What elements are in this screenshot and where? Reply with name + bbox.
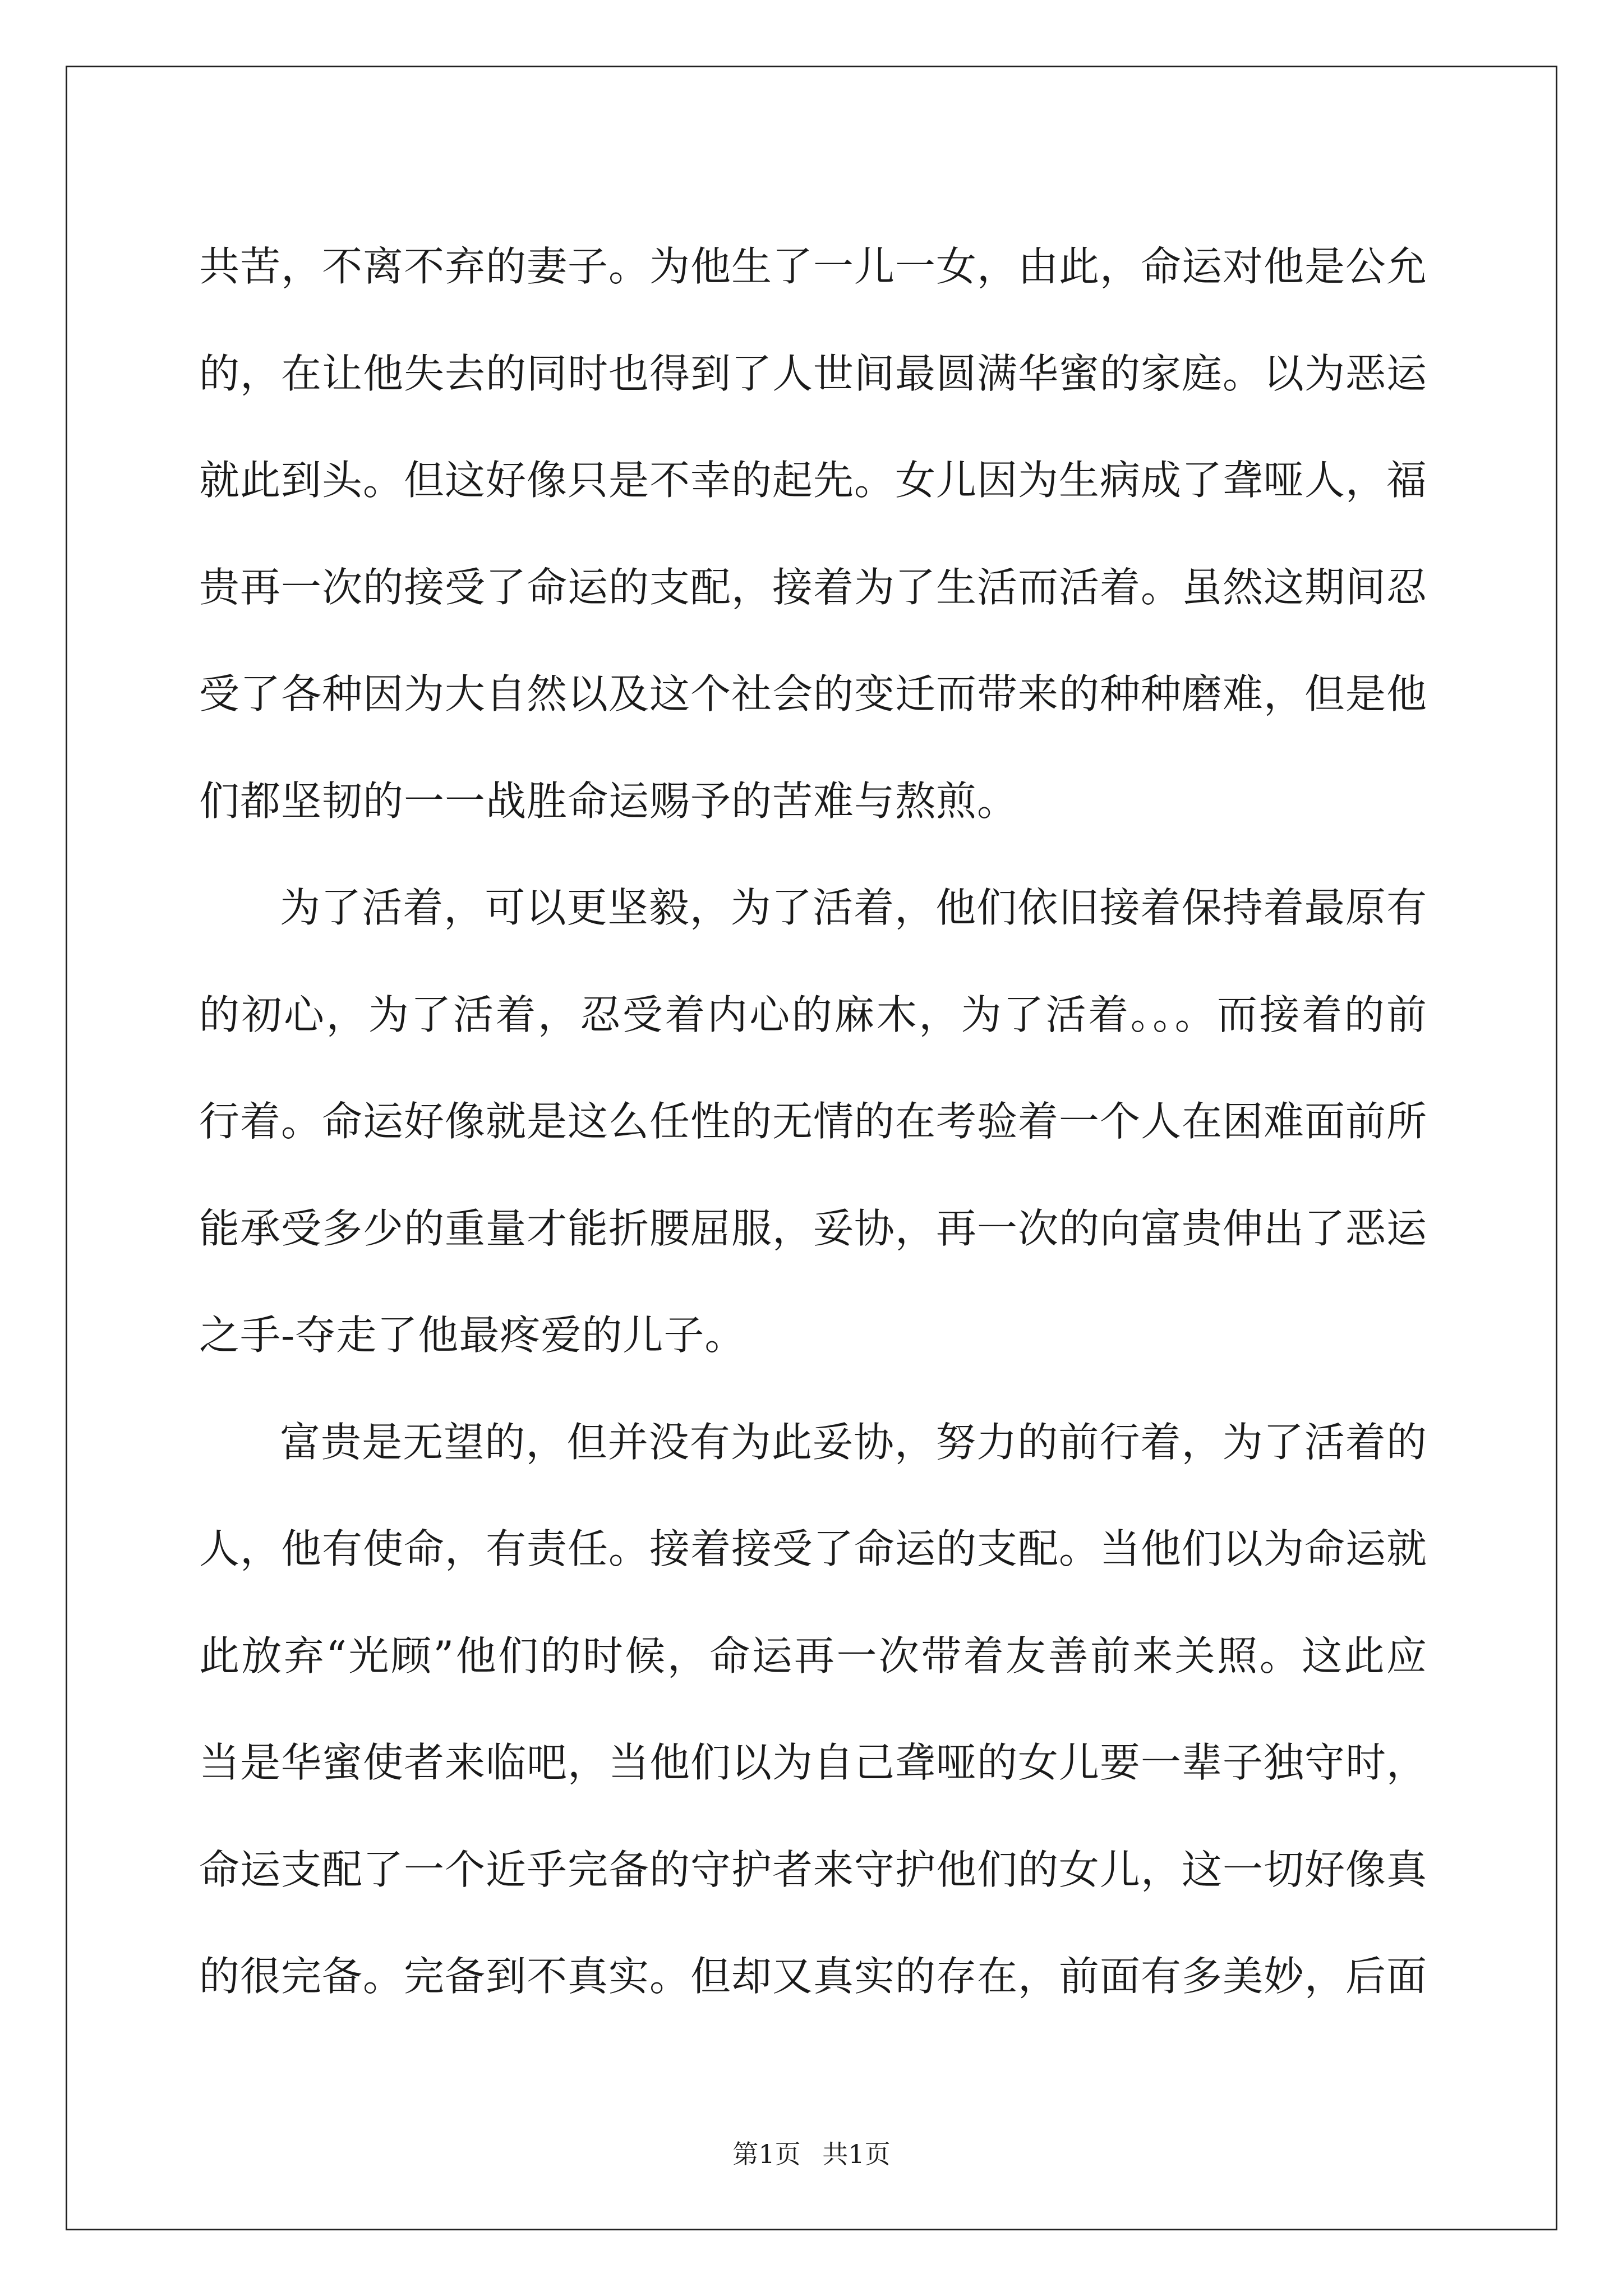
- paragraph-1: 共苦，不离不弃的妻子。为他生了一儿一女，由此，命运对他是公允的，在让他失去的同时也得到了人世间最圆满华蜜的家庭。以为恶运就此到头。但这好像只是不幸的起先。女儿因为生病成了聋哑人，福贵再一次的接受了命运的支配，接着为了生活而活着。虽然这期间忍受了各种因为大自然以及这个社会的变迁而带来的种种磨难，但是他们都坚韧的一一战胜命运赐予的苦难与熬煎。: [199, 243, 1428, 825]
- paragraph-2: 为了活着，可以更坚毅，为了活着，他们依旧接着保持着最原有的初心，为了活着，忍受着内心的麻木，为了活着。。。而接着的前行着。命运好像就是这么任性的无情的在考验着一个人在困难面前所能承受多少的重量才能折腰屈服，妥协，再一次的向富贵伸出了恶运之手-夺走了他最疼爱的儿子。: [199, 884, 1428, 1359]
- total-pages: 共1页: [822, 2139, 891, 2169]
- document-body: [199, 213, 1427, 2030]
- page-footer: [0, 2137, 1623, 2171]
- paragraph-3: 富贵是无望的，但并没有为此妥协，努力的前行着，为了活着的人，他有使命，有责任。接着接受了命运的支配。当他们以为命运就此放弃“光顾”他们的时候，命运再一次带着友善前来关照。这此应当是华蜜使者来临吧，当他们以为自己聋哑的女儿要一辈子独守时，命运支配了一个近乎完备的守护者来守护他们的女儿，这一切好像真的很完备。完备到不真实。但却又真实的存在，前面有多美妙，后面: [199, 1418, 1428, 2000]
- page-number: 第1页: [732, 2139, 801, 2169]
